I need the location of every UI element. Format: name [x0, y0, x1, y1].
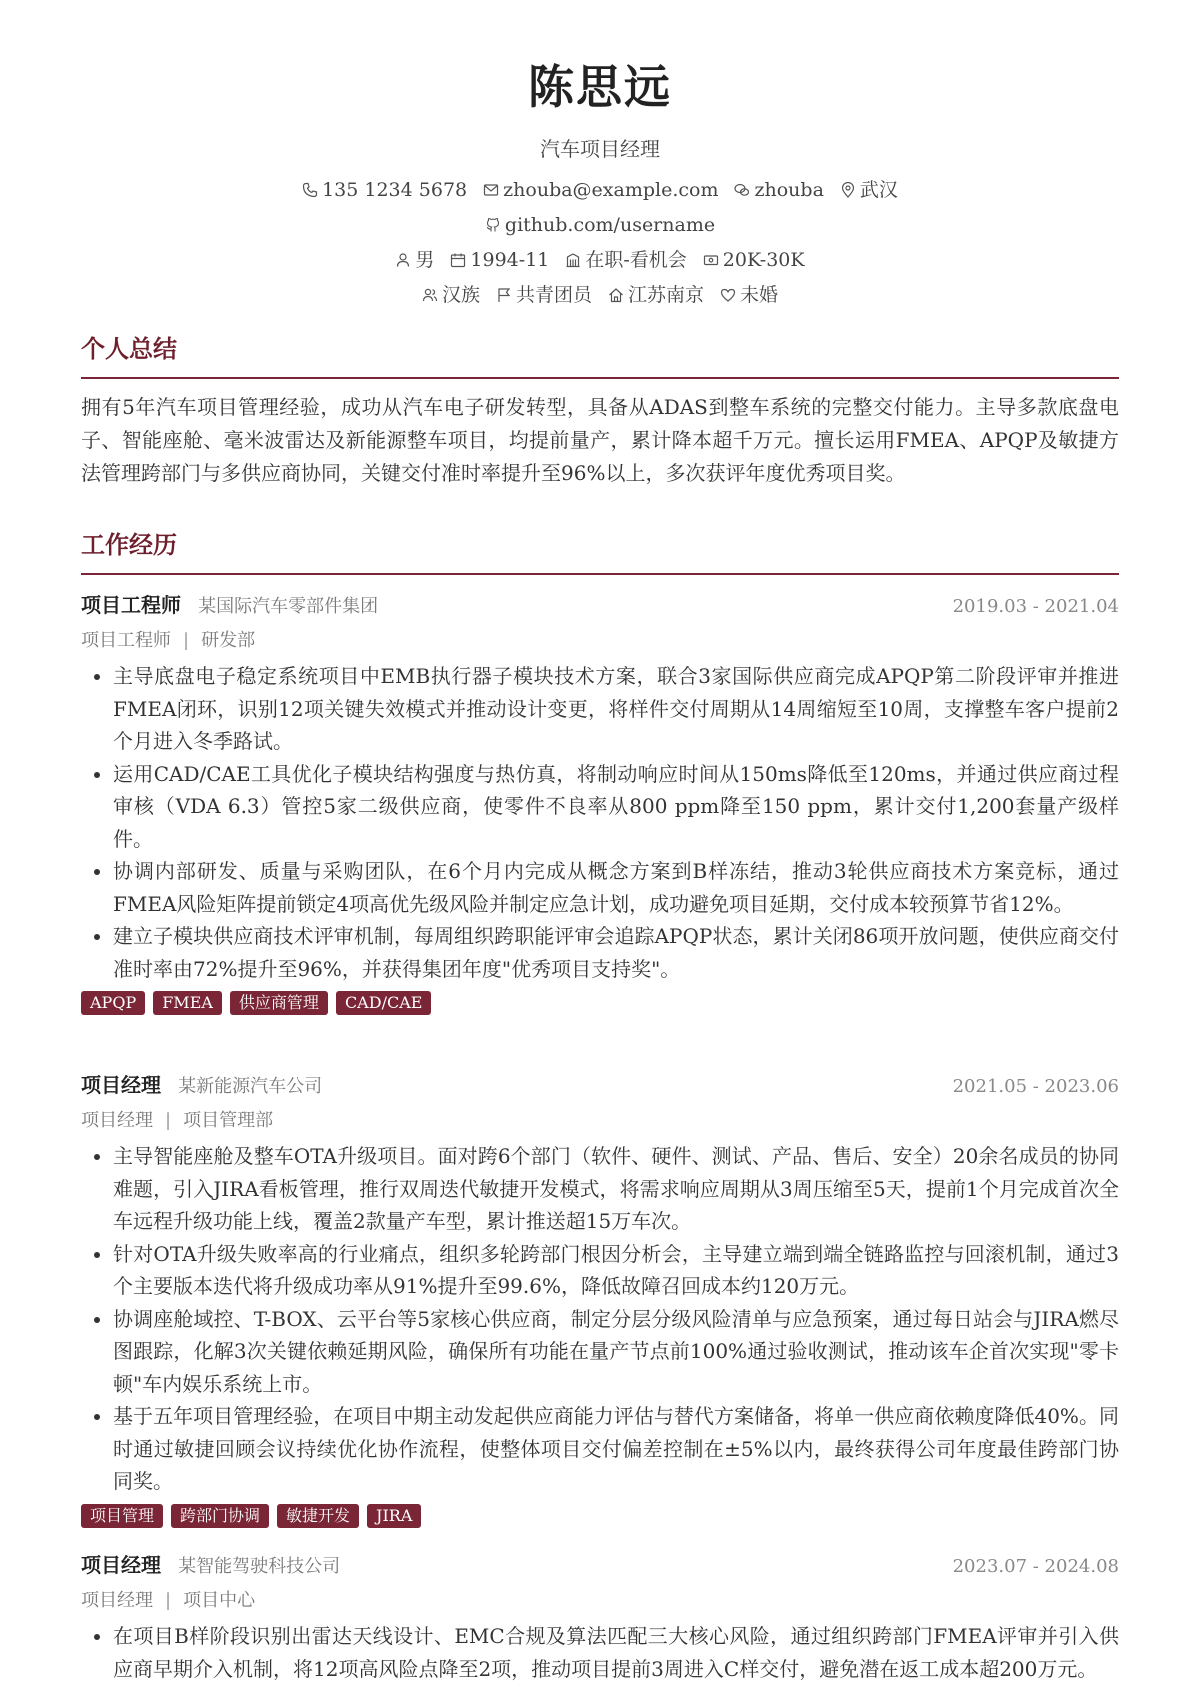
- job-status: 在职-看机会: [565, 248, 686, 273]
- summary-section: [81, 333, 1119, 490]
- skill-tag: APQP: [81, 991, 145, 1015]
- section-title-summary: 个人总结: [81, 334, 177, 363]
- hometown: 江苏南京: [608, 283, 704, 308]
- contact-row: [0, 178, 1200, 203]
- job-department: 研发部: [201, 630, 256, 651]
- section-divider: [81, 573, 1119, 575]
- job-subtitle: [81, 1586, 1119, 1612]
- background-row: [0, 283, 1200, 308]
- job-company: 某新能源汽车公司: [178, 1076, 323, 1097]
- section-title-experience: 工作经历: [81, 530, 177, 559]
- job-role: 项目经理: [81, 1553, 161, 1577]
- skill-tag: FMEA: [153, 991, 222, 1015]
- job-entry: [81, 589, 1119, 1015]
- job-bullets: [81, 1140, 1119, 1498]
- job-department: 项目管理部: [183, 1110, 274, 1131]
- skill-tags: [81, 1504, 1119, 1528]
- job-company: 某智能驾驶科技公司: [178, 1556, 341, 1577]
- job-date: 2021.05 - 2023.06: [952, 1076, 1119, 1097]
- bullet-item: • 针对OTA升级失败率高的行业痛点，组织多轮跨部门根因分析会，主导建立端到端全链路监控与回滚机制，通过3个主要版本迭代将升级成功率从91%提升至99.6%，降低故障召回成本约120万元。: [113, 1238, 1119, 1303]
- separator: |: [165, 1110, 172, 1131]
- bullet-item: • 主导智能座舱及整车OTA升级项目。面对跨6个部门（软件、硬件、测试、产品、售后、安全）20余名成员的协同难题，引入JIRA看板管理，推行双周迭代敏捷开发模式，将需求响应周期从3周压缩至5天，提前1个月完成首次全车远程升级功能上线，覆盖2款量产车型，累计推送超15万车次。: [113, 1140, 1119, 1238]
- personal-info-row: [0, 248, 1200, 273]
- skill-tag: CAD/CAE: [336, 991, 432, 1015]
- job-role: 项目经理: [81, 1073, 161, 1097]
- job-department: 项目中心: [183, 1590, 256, 1611]
- skill-tag: JIRA: [367, 1504, 421, 1528]
- bullet-item: • 协调内部研发、质量与采购团队，在6个月内完成从概念方案到B样冻结，推动3轮供应商技术方案竞标，通过FMEA风险矩阵提前锁定4项高优先级风险并制定应急计划，成功避免项目延期，交付成本较预算节省12%。: [113, 855, 1119, 920]
- job-title: 汽车项目经理: [540, 136, 660, 161]
- job-subtitle: [81, 626, 1119, 652]
- bullet-item: • 基于五年项目管理经验，在项目中期主动发起供应商能力评估与替代方案储备，将单一供应商依赖度降低40%。同时通过敏捷回顾会议持续优化协作流程，使整体项目交付偏差控制在±5%以内，最终获得公司年度最佳跨部门协同奖。: [113, 1400, 1119, 1498]
- home-icon: [608, 287, 624, 303]
- job-role: 项目工程师: [81, 593, 181, 617]
- location: 武汉: [840, 178, 898, 203]
- resume-header: [0, 0, 1200, 308]
- bullet-item: • 协调座舱域控、T-BOX、云平台等5家核心供应商，制定分层分级风险清单与应急预案，通过每日站会与JIRA燃尽图跟踪，化解3次关键依赖延期风险，确保所有功能在量产节点前100%通过验收测试，推动该车企首次实现"零卡顿"车内娱乐系统上市。: [113, 1303, 1119, 1401]
- job-entry: [81, 1549, 1119, 1685]
- phone: 135 1234 5678: [302, 178, 467, 203]
- wechat: zhouba: [734, 178, 823, 203]
- job-position: 项目工程师: [81, 630, 171, 651]
- bullet-item: • 运用CAD/CAE工具优化子模块结构强度与热仿真，将制动响应时间从150ms降低至120ms，并通过供应商过程审核（VDA 6.3）管控5家二级供应商，使零件不良率从800 ppm降至150 ppm，累计交付1,200套量产级样件。: [113, 758, 1119, 856]
- skill-tag: 供应商管理: [230, 991, 328, 1015]
- bullet-item: • 建立子模块供应商技术评审机制，每周组织跨职能评审会追踪APQP状态，累计关闭86项开放问题，使供应商交付准时率由72%提升至96%，并获得集团年度"优秀项目支持奖"。: [113, 920, 1119, 985]
- job-date: 2023.07 - 2024.08: [952, 1556, 1119, 1577]
- separator: |: [183, 630, 190, 651]
- phone-icon: [302, 182, 318, 198]
- github-row: [0, 213, 1200, 238]
- separator: |: [165, 1590, 172, 1611]
- skill-tag: 敏捷开发: [277, 1504, 359, 1528]
- github-link[interactable]: github.com/username: [485, 213, 715, 238]
- marital-status: 未婚: [720, 283, 778, 308]
- job-date: 2019.03 - 2021.04: [952, 596, 1119, 617]
- heart-icon: [720, 287, 736, 303]
- political-status: 共青团员: [496, 283, 592, 308]
- flag-icon: [496, 287, 512, 303]
- skill-tag: 跨部门协调: [171, 1504, 269, 1528]
- github-icon: [485, 217, 501, 233]
- skill-tags: [81, 991, 1119, 1015]
- job-entry: [81, 1069, 1119, 1528]
- section-divider: [81, 377, 1119, 379]
- gender: 男: [395, 248, 434, 273]
- salary: 20K-30K: [703, 248, 805, 273]
- birth-date: 1994-11: [450, 248, 549, 273]
- email[interactable]: zhouba@example.com: [483, 178, 718, 203]
- skill-tag: 项目管理: [81, 1504, 163, 1528]
- job-position: 项目经理: [81, 1590, 153, 1611]
- user-icon: [395, 252, 411, 268]
- bullet-item: • 在项目B样阶段识别出雷达天线设计、EMC合规及算法匹配三大核心风险，通过组织跨部门FMEA评审并引入供应商早期介入机制，将12项高风险点降至2项，推动项目提前3周进入C样交付，避免潜在返工成本超200万元。: [113, 1620, 1119, 1685]
- job-header: [81, 1069, 1119, 1098]
- bullet-item: • 主导底盘电子稳定系统项目中EMB执行器子模块技术方案，联合3家国际供应商完成APQP第二阶段评审并推进FMEA闭环，识别12项关键失效模式并推动设计变更，将样件交付周期从14周缩短至10周，支撑整车客户提前2个月进入冬季路试。: [113, 660, 1119, 758]
- candidate-name: 陈思远: [528, 60, 672, 114]
- calendar-icon: [450, 252, 466, 268]
- building-icon: [565, 252, 581, 268]
- wechat-icon: [734, 182, 750, 198]
- banknote-icon: [703, 252, 719, 268]
- mail-icon: [483, 182, 499, 198]
- experience-section: [81, 529, 1119, 575]
- job-header: [81, 1549, 1119, 1578]
- users-icon: [422, 287, 438, 303]
- job-position: 项目经理: [81, 1110, 153, 1131]
- job-bullets: [81, 660, 1119, 985]
- job-subtitle: [81, 1106, 1119, 1132]
- job-bullets: [81, 1620, 1119, 1685]
- map-pin-icon: [840, 182, 856, 198]
- job-header: [81, 589, 1119, 618]
- ethnicity: 汉族: [422, 283, 480, 308]
- job-company: 某国际汽车零部件集团: [198, 596, 379, 617]
- summary-text: 拥有5年汽车项目管理经验，成功从汽车电子研发转型，具备从ADAS到整车系统的完整交付能力。主导多款底盘电子、智能座舱、毫米波雷达及新能源整车项目，均提前量产，累计降本超千万元。擅长运用FMEA、APQP及敏捷方法管理跨部门与多供应商协同，关键交付准时率提升至96%以上，多次获评年度优秀项目奖。: [81, 395, 1119, 485]
